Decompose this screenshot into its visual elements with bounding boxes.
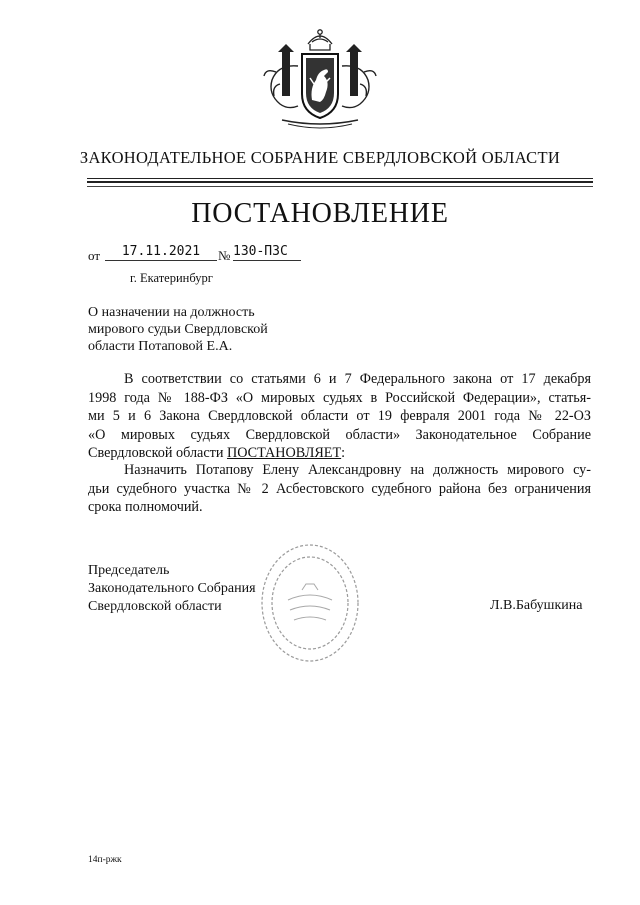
paragraph-line: ми 5 и 6 Закона Свердловской области от 19 февраля 2001 года № 22-ОЗ	[88, 408, 591, 424]
resolves-keyword: ПОСТАНОВЛЯЕТ	[226, 445, 342, 461]
coat-of-arms-emblem	[258, 24, 382, 134]
header-rule-thick	[87, 181, 593, 183]
subject-line: области Потаповой Е.А.	[88, 339, 233, 354]
paragraph-line: Назначить Потапову Елену Александровну на должность мирового су-	[124, 462, 591, 478]
signatory-position-line: Председатель	[88, 563, 170, 578]
paragraph-line	[88, 444, 591, 463]
header-rule-bottom	[87, 186, 593, 187]
paragraph-legal-basis	[88, 370, 591, 463]
official-stamp	[258, 540, 362, 666]
signatory-name: Л.В.Бабушкина	[490, 598, 583, 613]
document-city: г. Екатеринбург	[130, 271, 213, 285]
date-prefix: от	[88, 248, 101, 263]
signatory-position	[88, 562, 256, 616]
document-title: ПОСТАНОВЛЕНИЕ	[191, 198, 449, 229]
footer-code: 14п-ржк	[88, 855, 122, 865]
number-prefix: №	[218, 248, 231, 263]
signatory-position-line: Законодательного Собрания	[88, 581, 256, 596]
document-date: 17.11.2021	[105, 244, 217, 261]
paragraph-line-suffix: :	[341, 445, 346, 461]
paragraph-line: 1998 года № 188-ФЗ «О мировых судьях в Российской Федерации», статья-	[88, 389, 591, 406]
header-rule-thin	[87, 178, 593, 179]
subject-line: мирового судьи Свердловской	[88, 322, 268, 337]
subject-line: О назначении на должность	[88, 305, 255, 320]
paragraph-line-prefix: Свердловской области	[88, 445, 227, 461]
paragraph-line: срока полномочий.	[88, 499, 203, 515]
paragraph-line: дьи судебного участка № 2 Асбестовского судебного района без ограничения	[88, 480, 591, 497]
paragraph-appointment	[88, 461, 591, 517]
organization-name: ЗАКОНОДАТЕЛЬНОЕ СОБРАНИЕ СВЕРДЛОВСКОЙ ОБЛАСТИ	[79, 148, 561, 167]
paragraph-line: «О мировых судьях Свердловской области» Законодательное Собрание	[88, 426, 591, 443]
document-subject	[88, 304, 268, 355]
document-number: 130-ПЗС	[233, 244, 301, 261]
paragraph-line: В соответствии со статьями 6 и 7 Федерального закона от 17 декабря	[124, 371, 591, 387]
signatory-position-line: Свердловской области	[88, 599, 222, 614]
